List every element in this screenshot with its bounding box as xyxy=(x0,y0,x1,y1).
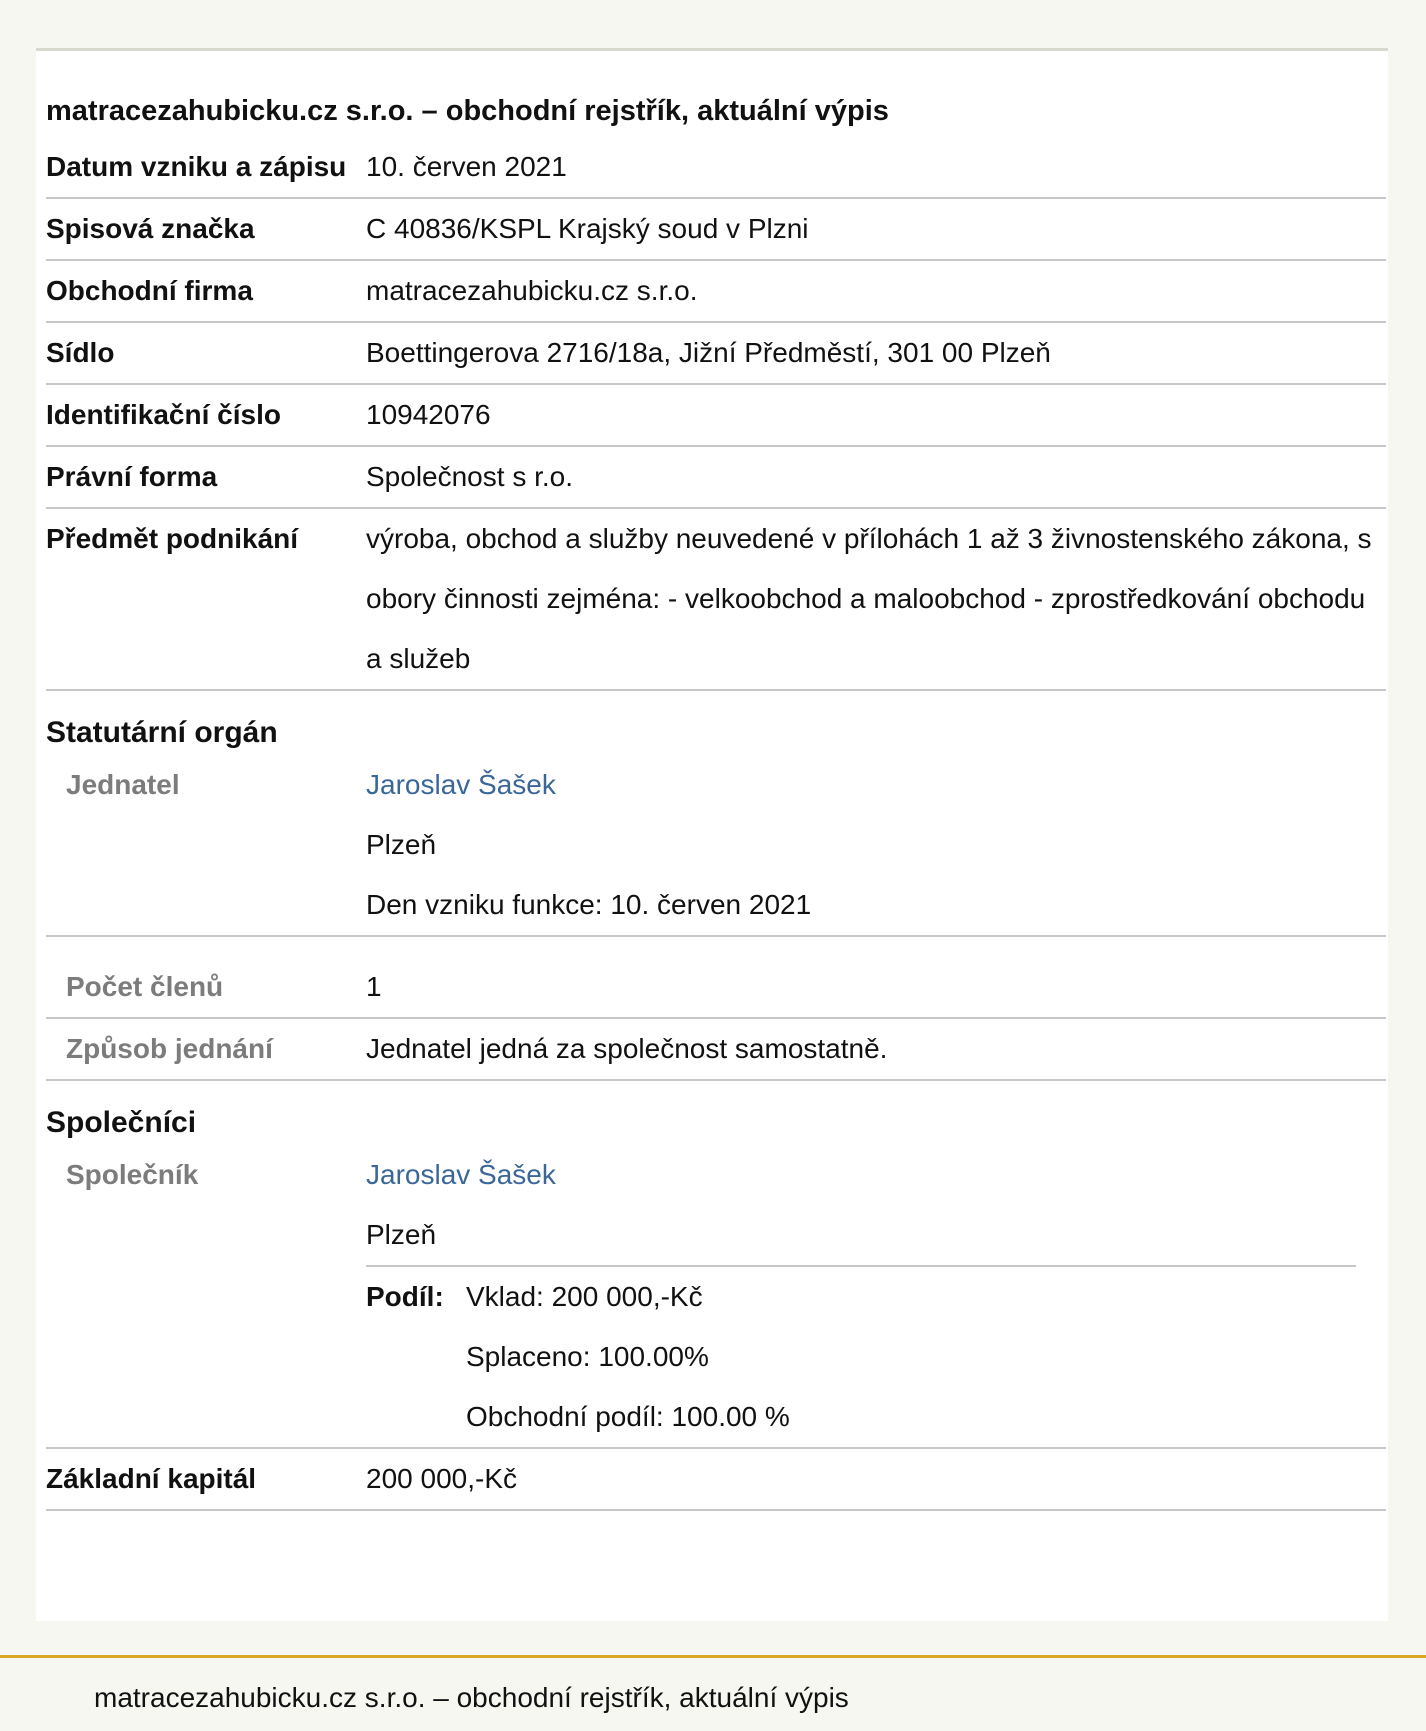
registry-card xyxy=(36,51,1388,1621)
executive-name-link[interactable]: Jaroslav Šašek xyxy=(366,769,556,800)
partners-heading: Společníci xyxy=(46,1106,197,1139)
row-label: Sídlo xyxy=(46,337,115,368)
executive-since: Den vzniku funkce: 10. červen 2021 xyxy=(366,889,812,920)
row-business-name xyxy=(46,261,1386,323)
share-paid: Splaceno: 100.00% xyxy=(466,1341,709,1372)
row-capital xyxy=(46,1449,1386,1511)
registry-content xyxy=(46,91,1386,1511)
row-legal-form xyxy=(46,447,1386,509)
share-block xyxy=(366,1267,1386,1447)
row-acting-method xyxy=(46,1019,1386,1081)
row-member-count xyxy=(46,937,1386,1019)
share-details xyxy=(466,1267,790,1447)
partner-name-link[interactable]: Jaroslav Šašek xyxy=(366,1159,556,1190)
row-value: C 40836/KSPL Krajský soud v Plzni xyxy=(366,213,809,244)
row-label: Spisová značka xyxy=(46,213,255,244)
row-label: Počet členů xyxy=(66,971,224,1002)
row-value xyxy=(366,1145,1386,1447)
row-value: 200 000,-Kč xyxy=(366,1463,517,1494)
row-label: Jednatel xyxy=(66,769,180,800)
row-file-number xyxy=(46,199,1386,261)
partner-city: Plzeň xyxy=(366,1219,437,1250)
row-value: Jednatel jedná za společnost samostatně. xyxy=(366,1033,888,1064)
row-value xyxy=(366,755,1386,935)
row-executive xyxy=(46,755,1386,937)
row-value: 1 xyxy=(366,971,382,1002)
share-deposit: Vklad: 200 000,-Kč xyxy=(466,1281,703,1312)
footer-title: matracezahubicku.cz s.r.o. – obchodní rejstřík, aktuální výpis xyxy=(94,1682,849,1713)
executive-city: Plzeň xyxy=(366,829,437,860)
row-label: Společník xyxy=(66,1159,199,1190)
row-label: Předmět podnikání xyxy=(46,523,299,554)
row-label: Způsob jednání xyxy=(66,1033,273,1064)
row-id-number xyxy=(46,385,1386,447)
footer-bar xyxy=(0,1655,1426,1731)
page-title: matracezahubicku.cz s.r.o. – obchodní rejstřík, aktuální výpis xyxy=(46,95,889,127)
row-registration-date xyxy=(46,137,1386,199)
row-value: výroba, obchod a služby neuvedené v přílohách 1 až 3 živnostenského zákona, s obory činnosti zejména: - velkoobchod a maloobchod - zprostředkování obchodu a služeb xyxy=(366,523,1372,674)
row-value: 10942076 xyxy=(366,399,491,430)
statutory-heading: Statutární orgán xyxy=(46,716,278,749)
row-value: matracezahubicku.cz s.r.o. xyxy=(366,275,698,306)
row-label: Základní kapitál xyxy=(46,1463,257,1494)
share-business: Obchodní podíl: 100.00 % xyxy=(466,1401,790,1432)
row-seat xyxy=(46,323,1386,385)
row-business-activity xyxy=(46,509,1386,691)
row-partner xyxy=(46,1145,1386,1449)
row-label: Identifikační číslo xyxy=(46,399,281,430)
row-label: Obchodní firma xyxy=(46,275,253,306)
row-value: Boettingerova 2716/18a, Jižní Předměstí, 301 00 Plzeň xyxy=(366,337,1051,368)
row-label: Právní forma xyxy=(46,461,218,492)
row-label: Datum vzniku a zápisu xyxy=(46,151,347,182)
row-value: 10. červen 2021 xyxy=(366,151,567,182)
share-label: Podíl: xyxy=(366,1281,444,1312)
row-value: Společnost s r.o. xyxy=(366,461,574,492)
